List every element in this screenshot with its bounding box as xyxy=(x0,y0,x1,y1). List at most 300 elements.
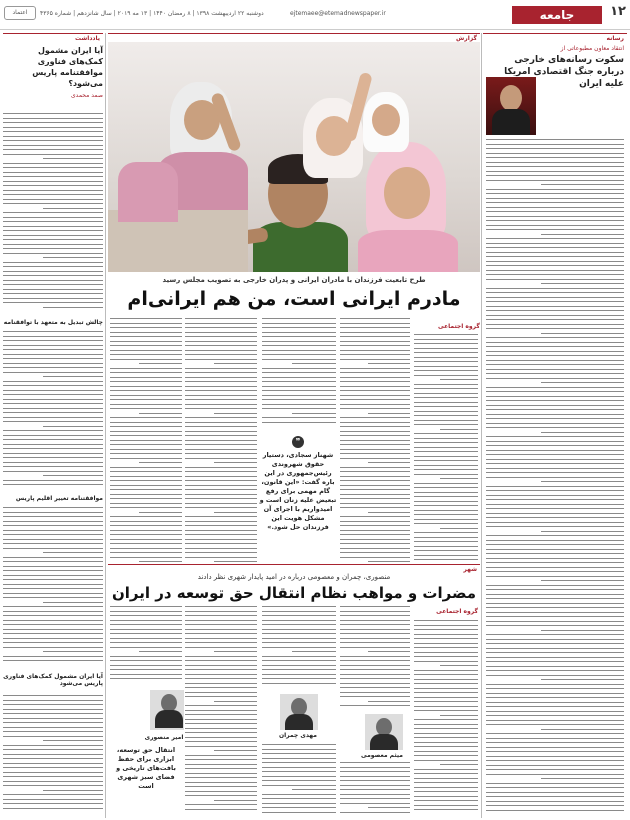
text-line xyxy=(486,526,624,527)
text-line xyxy=(3,275,103,276)
text-line xyxy=(3,462,103,463)
text-line xyxy=(340,377,410,378)
text-line xyxy=(486,801,624,802)
text-line xyxy=(3,624,103,625)
text-line xyxy=(262,758,336,759)
text-line xyxy=(3,298,103,299)
text-line xyxy=(440,429,478,430)
text-line xyxy=(486,441,624,442)
text-line xyxy=(43,475,103,476)
text-line xyxy=(292,789,336,790)
column-divider xyxy=(105,33,106,818)
text-line xyxy=(340,543,410,544)
text-line xyxy=(486,468,624,469)
main-headline[interactable]: مادرم ایرانی است، من هم ایرانی‌ام xyxy=(127,288,461,310)
text-line xyxy=(3,271,103,272)
text-line xyxy=(340,762,410,763)
text-line xyxy=(3,731,103,732)
text-line xyxy=(340,498,410,499)
text-line xyxy=(340,642,410,643)
text-line xyxy=(414,406,478,407)
text-line xyxy=(110,471,182,472)
text-line xyxy=(486,193,624,194)
text-line xyxy=(340,440,410,441)
text-line xyxy=(3,385,103,386)
text-line xyxy=(340,444,410,445)
text-line xyxy=(3,194,103,195)
text-line xyxy=(486,337,624,338)
text-line xyxy=(486,288,624,289)
text-line xyxy=(3,722,103,723)
text-line xyxy=(43,307,103,308)
text-line xyxy=(110,422,182,423)
bottom-byline: گروه اجتماعی xyxy=(436,608,478,615)
text-line xyxy=(486,612,624,613)
note-subhead: آیا ایران مشمول کمک‌های فناوری پاریس می‌شود xyxy=(3,673,103,687)
text-line xyxy=(3,435,103,436)
portrait-chamran xyxy=(280,694,318,730)
text-line xyxy=(486,558,624,559)
text-line xyxy=(368,561,410,562)
text-line xyxy=(340,404,410,405)
left-column xyxy=(3,33,103,818)
text-line xyxy=(486,585,624,586)
note-body-part-2 xyxy=(3,331,103,489)
text-line xyxy=(185,642,257,643)
text-line xyxy=(110,611,182,612)
text-line xyxy=(340,530,410,531)
text-line xyxy=(414,510,478,511)
text-line xyxy=(3,394,103,395)
text-line xyxy=(414,670,478,671)
note-body-part-4 xyxy=(3,695,103,815)
text-line xyxy=(139,561,182,562)
text-line xyxy=(185,318,257,319)
text-line xyxy=(486,724,624,725)
text-line xyxy=(262,390,336,391)
text-line xyxy=(110,557,182,558)
text-line xyxy=(414,456,478,457)
text-line xyxy=(486,589,624,590)
text-line xyxy=(486,711,624,712)
text-line xyxy=(486,751,624,752)
text-line xyxy=(414,719,478,720)
text-line xyxy=(262,395,336,396)
text-line xyxy=(110,444,182,445)
text-line xyxy=(262,336,336,337)
text-line xyxy=(3,113,103,114)
text-line xyxy=(3,512,103,513)
text-line xyxy=(3,408,103,409)
text-line xyxy=(340,780,410,781)
text-line xyxy=(541,333,624,334)
text-line xyxy=(185,764,257,765)
text-line xyxy=(262,629,336,630)
text-line xyxy=(110,449,182,450)
section-label-city: شهر xyxy=(108,564,480,573)
text-line xyxy=(340,516,410,517)
text-line xyxy=(110,525,182,526)
text-line xyxy=(340,548,410,549)
text-line xyxy=(185,795,257,796)
text-line xyxy=(139,462,182,463)
text-line xyxy=(486,400,624,401)
text-line xyxy=(43,651,103,652)
text-line xyxy=(3,253,103,254)
text-line xyxy=(340,638,410,639)
text-line xyxy=(3,340,103,341)
text-line xyxy=(110,390,182,391)
text-line xyxy=(185,449,257,450)
text-line xyxy=(340,794,410,795)
text-line xyxy=(486,198,624,199)
text-line xyxy=(185,557,257,558)
text-line xyxy=(486,166,624,167)
text-line xyxy=(414,361,478,362)
text-line xyxy=(340,678,410,679)
text-line xyxy=(185,678,257,679)
text-line xyxy=(110,345,182,346)
text-line xyxy=(414,755,478,756)
note-title[interactable]: آیا ایران مشمول کمک‌های فناوری موافقتنامه پاریس می‌شود؟ xyxy=(32,46,103,88)
text-line xyxy=(340,422,410,423)
text-line xyxy=(414,760,478,761)
text-line xyxy=(414,733,478,734)
text-line xyxy=(340,767,410,768)
text-line xyxy=(340,534,410,535)
section-label-media: رسانه xyxy=(483,33,627,42)
text-line xyxy=(262,642,336,643)
text-line xyxy=(43,257,103,258)
text-line xyxy=(440,665,478,666)
photo-caption: طرح تابعیت فرزندان با مادران ایرانی و پدران خارجی به تصویب مجلس رسید xyxy=(162,276,426,284)
text-line xyxy=(185,471,257,472)
text-line xyxy=(486,279,624,280)
text-line xyxy=(486,459,624,460)
text-line xyxy=(3,345,103,346)
text-line xyxy=(185,377,257,378)
text-line xyxy=(214,363,257,364)
text-line xyxy=(3,615,103,616)
text-line xyxy=(262,633,336,634)
text-line xyxy=(368,413,410,414)
text-line xyxy=(340,789,410,790)
text-line xyxy=(185,399,257,400)
text-line xyxy=(368,807,410,808)
text-line xyxy=(414,634,478,635)
section-label-report: گزارش xyxy=(108,33,480,42)
text-line xyxy=(486,405,624,406)
text-line xyxy=(110,665,182,666)
text-line xyxy=(541,679,624,680)
text-line xyxy=(486,378,624,379)
story-byline: گروه اجتماعی xyxy=(438,323,480,330)
text-line xyxy=(3,439,103,440)
text-line xyxy=(43,790,103,791)
text-line xyxy=(214,800,257,801)
text-line xyxy=(262,620,336,621)
text-line xyxy=(486,265,624,266)
text-line xyxy=(486,571,624,572)
text-line xyxy=(414,514,478,515)
text-line xyxy=(486,760,624,761)
text-line xyxy=(262,327,336,328)
text-line xyxy=(185,669,257,670)
text-line xyxy=(3,718,103,719)
text-line xyxy=(414,555,478,556)
text-line xyxy=(486,576,624,577)
text-line xyxy=(110,435,182,436)
text-line xyxy=(340,812,410,813)
bottom-headline[interactable]: مضرات و مواهب نظام انتقال حق توسعه در ایران xyxy=(111,584,477,602)
text-line xyxy=(486,742,624,743)
text-line xyxy=(486,625,624,626)
text-line xyxy=(3,448,103,449)
text-line xyxy=(486,211,624,212)
text-line xyxy=(3,336,103,337)
text-line xyxy=(43,426,103,427)
text-line xyxy=(486,144,624,145)
text-line xyxy=(214,561,257,562)
text-line xyxy=(3,620,103,621)
text-line xyxy=(414,352,478,353)
text-line xyxy=(262,408,336,409)
text-line xyxy=(486,603,624,604)
text-line xyxy=(185,705,257,706)
note-author: صمد محمدی xyxy=(70,92,103,99)
text-line xyxy=(340,489,410,490)
text-line xyxy=(185,530,257,531)
text-line xyxy=(262,422,336,423)
text-line xyxy=(340,633,410,634)
text-line xyxy=(3,539,103,540)
text-line xyxy=(3,561,103,562)
text-line xyxy=(340,426,410,427)
bottom-body-col-3 xyxy=(262,606,336,690)
text-line xyxy=(414,656,478,657)
text-line xyxy=(486,189,624,190)
text-line xyxy=(486,774,624,775)
text-line xyxy=(3,579,103,580)
text-line xyxy=(440,478,478,479)
text-line xyxy=(486,540,624,541)
text-line xyxy=(3,230,103,231)
text-line xyxy=(3,244,103,245)
text-line xyxy=(139,651,182,652)
text-line xyxy=(486,220,624,221)
text-line xyxy=(414,469,478,470)
text-line xyxy=(110,377,182,378)
text-line xyxy=(414,366,478,367)
text-line xyxy=(262,386,336,387)
text-line xyxy=(3,199,103,200)
text-line xyxy=(185,777,257,778)
text-line xyxy=(110,516,182,517)
text-line xyxy=(414,505,478,506)
text-line xyxy=(262,776,336,777)
text-line xyxy=(414,620,478,621)
text-line xyxy=(185,552,257,553)
text-line xyxy=(110,638,182,639)
text-line xyxy=(340,336,410,337)
text-line xyxy=(3,713,103,714)
name-masoumi: میثم معصومی xyxy=(361,752,403,759)
text-line xyxy=(3,289,103,290)
text-line xyxy=(3,471,103,472)
text-line xyxy=(3,466,103,467)
text-line xyxy=(185,386,257,387)
text-line xyxy=(486,157,624,158)
newspaper-logo: اعتماد xyxy=(4,6,36,20)
text-line xyxy=(3,484,103,485)
text-line xyxy=(486,738,624,739)
text-line xyxy=(3,127,103,128)
text-line xyxy=(3,136,103,137)
text-line xyxy=(414,629,478,630)
text-line xyxy=(3,453,103,454)
text-line xyxy=(414,692,478,693)
text-line xyxy=(414,415,478,416)
text-line xyxy=(262,624,336,625)
text-line xyxy=(185,714,257,715)
text-line xyxy=(340,611,410,612)
text-line xyxy=(414,710,478,711)
text-line xyxy=(541,778,624,779)
dateline: دوشنبه ۲۲ اردیبهشت ۱۳۹۸ | ۸ رمضان ۱۴۴۰ | ۱۳ مه ۲۰۱۹ | سال شانزدهم | شماره ۴۳۶۵ xyxy=(40,10,264,17)
text-line xyxy=(486,562,624,563)
text-line xyxy=(340,386,410,387)
text-line xyxy=(486,270,624,271)
text-line xyxy=(486,783,624,784)
text-line xyxy=(486,396,624,397)
text-line xyxy=(185,327,257,328)
text-line xyxy=(262,332,336,333)
text-line xyxy=(414,388,478,389)
text-line xyxy=(110,633,182,634)
text-line xyxy=(340,692,410,693)
text-line xyxy=(440,764,478,765)
text-line xyxy=(262,318,336,319)
text-line xyxy=(486,319,624,320)
text-line xyxy=(486,207,624,208)
text-line xyxy=(185,809,257,810)
article-title[interactable]: سکوت رسانه‌های خارجی درباره جنگ اقتصادی امریکا علیه ایران xyxy=(504,55,624,89)
text-line xyxy=(3,647,103,648)
text-line xyxy=(214,750,257,751)
text-line xyxy=(3,629,103,630)
text-line xyxy=(414,728,478,729)
text-line xyxy=(262,381,336,382)
text-line xyxy=(486,499,624,500)
text-line xyxy=(486,486,624,487)
text-line xyxy=(110,552,182,553)
text-line xyxy=(486,364,624,365)
text-line xyxy=(414,460,478,461)
text-line xyxy=(3,772,103,773)
text-line xyxy=(486,720,624,721)
text-line xyxy=(486,508,624,509)
text-line xyxy=(486,445,624,446)
text-line xyxy=(185,786,257,787)
text-line xyxy=(110,395,182,396)
text-line xyxy=(3,358,103,359)
text-line xyxy=(340,629,410,630)
text-line xyxy=(486,544,624,545)
text-line xyxy=(3,167,103,168)
text-line xyxy=(3,181,103,182)
text-line xyxy=(486,657,624,658)
text-line xyxy=(185,422,257,423)
text-line xyxy=(262,812,336,813)
text-line xyxy=(110,642,182,643)
text-line xyxy=(3,584,103,585)
text-line xyxy=(414,688,478,689)
text-line xyxy=(3,118,103,119)
text-line xyxy=(110,507,182,508)
text-line xyxy=(110,341,182,342)
text-line xyxy=(262,807,336,808)
text-line xyxy=(3,534,103,535)
text-line xyxy=(340,552,410,553)
text-line xyxy=(3,399,103,400)
text-line xyxy=(340,372,410,373)
text-line xyxy=(486,306,624,307)
text-line xyxy=(340,417,410,418)
text-line xyxy=(3,758,103,759)
text-line xyxy=(185,431,257,432)
text-line xyxy=(340,674,410,675)
text-line xyxy=(110,431,182,432)
text-line xyxy=(3,217,103,218)
text-line xyxy=(340,449,410,450)
text-line xyxy=(486,148,624,149)
text-line xyxy=(414,652,478,653)
text-line xyxy=(3,185,103,186)
text-line xyxy=(185,732,257,733)
text-line xyxy=(3,660,103,661)
page-number: ۱۲ xyxy=(610,4,626,19)
children-photo xyxy=(108,42,480,272)
text-line xyxy=(486,328,624,329)
text-line xyxy=(414,769,478,770)
email-link[interactable]: ejtemaee@etemadnewspaper.ir xyxy=(290,10,386,17)
text-line xyxy=(414,420,478,421)
text-line xyxy=(262,678,336,679)
text-line xyxy=(214,413,257,414)
text-line xyxy=(414,343,478,344)
text-line xyxy=(185,408,257,409)
text-line xyxy=(486,225,624,226)
text-line xyxy=(3,642,103,643)
text-line xyxy=(110,521,182,522)
text-line xyxy=(340,557,410,558)
text-line xyxy=(414,742,478,743)
text-line xyxy=(340,696,410,697)
text-line xyxy=(3,163,103,164)
text-line xyxy=(340,665,410,666)
text-line xyxy=(440,715,478,716)
text-line xyxy=(43,376,103,377)
text-line xyxy=(340,408,410,409)
text-line xyxy=(340,687,410,688)
text-line xyxy=(340,323,410,324)
text-line xyxy=(340,624,410,625)
main-body-col-5 xyxy=(110,318,182,566)
text-line xyxy=(3,543,103,544)
text-line xyxy=(486,634,624,635)
text-line xyxy=(3,239,103,240)
portrait-masoumi xyxy=(365,714,403,750)
